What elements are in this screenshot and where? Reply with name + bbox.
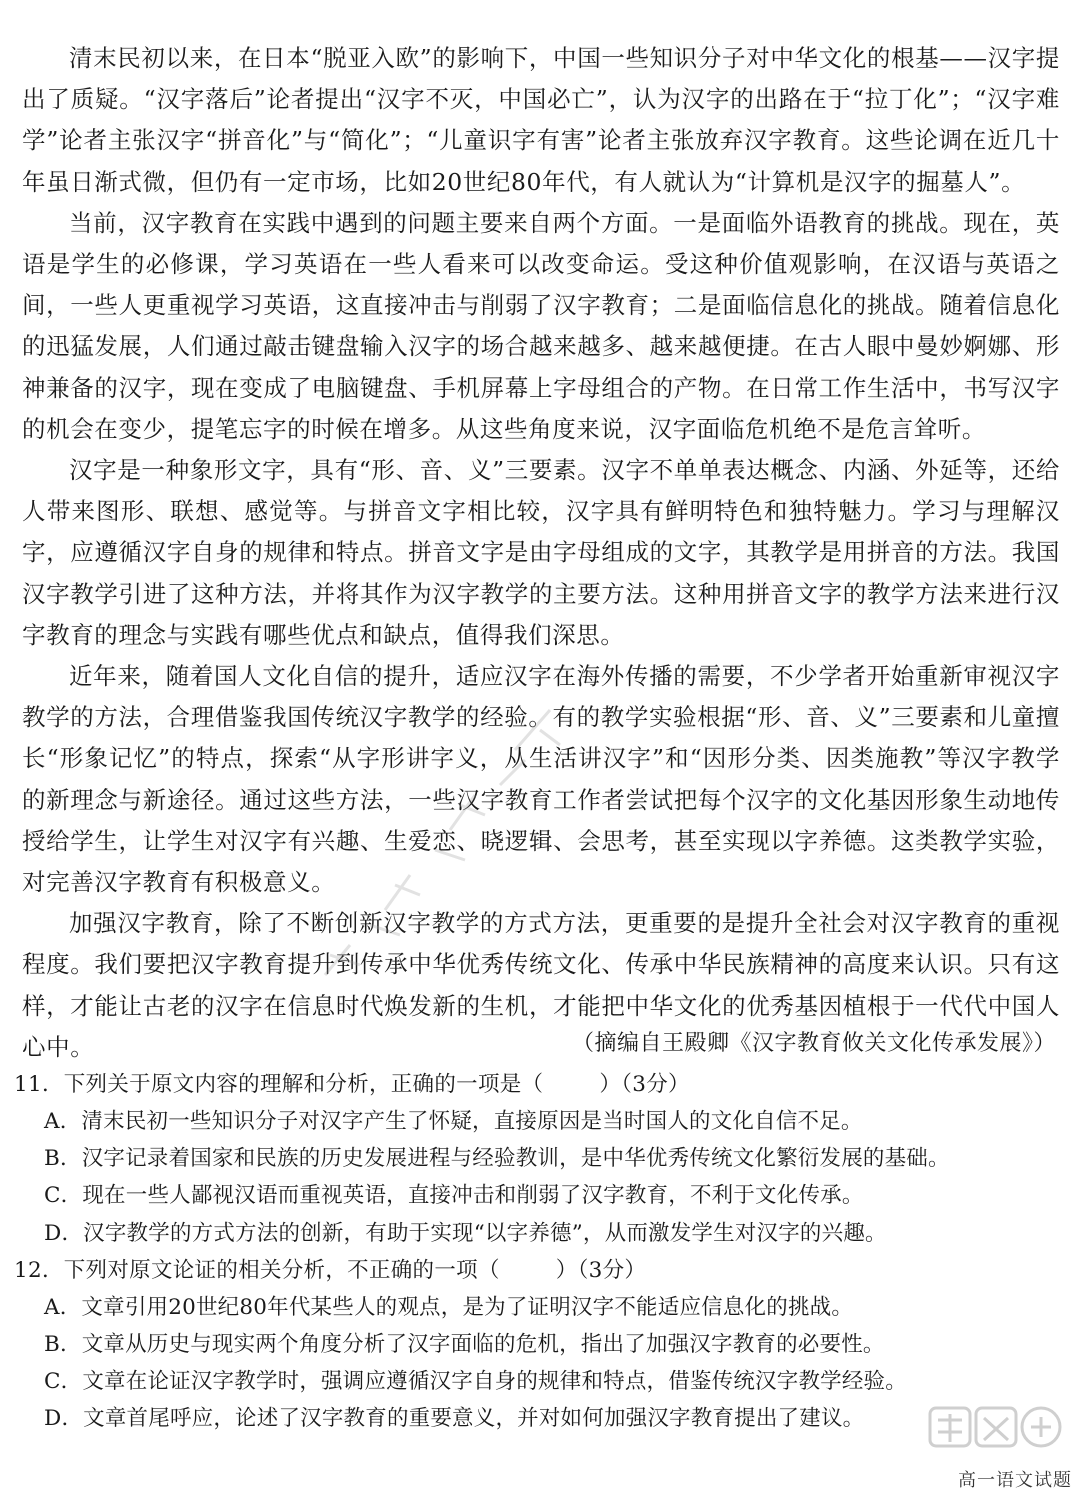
question-stem-text: 12．下列对原文论证的相关分析，不正确的一项（: [14, 1257, 500, 1283]
answer-site-stamp-icon: [926, 1402, 1066, 1466]
option-a: A．文章引用20世纪80年代某些人的观点，是为了证明汉字不能适应信息化的挑战。: [44, 1294, 854, 1320]
footer-tag: 高一语文试题: [958, 1470, 1072, 1491]
article-paragraph: 加强汉字教育，除了不断创新汉字教学的方式方法，更重要的是提升全社会对汉字教育的重视程度。我们要把汉字教育提升到传承中华优秀传统文化、传承中华民族精神的高度来认识。只有这样，才能让古老的汉字在信息时代焕发新的生机，才能把中华文化的优秀基因植根于一代代中国人心中。: [22, 909, 1060, 1061]
option-c: C．文章在论证汉字教学时，强调应遵循汉字自身的规律和特点，借鉴传统汉字教学经验。: [44, 1369, 907, 1395]
question-score: ）（3分）: [555, 1257, 647, 1283]
option-a: A．清末民初一些知识分子对汉字产生了怀疑，直接原因是当时国人的文化自信不足。: [44, 1109, 863, 1134]
article-paragraph: 近年来，随着国人文化自信的提升，适应汉字在海外传播的需要，不少学者开始重新审视汉字教学的方法，合理借鉴我国传统汉字教学的经验。有的教学实验根据“形、音、义”三要素和儿童擅长“形象记忆”的特点，探索“从字形讲字义，从生活讲汉字”和“因形分类、因类施教”等汉字教学的新理念与新途径。通过这些方法，一些汉字教育工作者尝试把每个汉字的文化基因形象生动地传授给学生，让学生对汉字有兴趣、生爱恋、晓逻辑、会思考，甚至实现以字养德。这类教学实验，对完善汉字教育有积极意义。: [22, 662, 1060, 897]
question-stem: [14, 1252, 1064, 1289]
question-list: [14, 1066, 1064, 1438]
question-score: ）（3分）: [599, 1072, 690, 1097]
option-b: B．文章从历史与现实两个角度分析了汉字面临的危机，指出了加强汉字教育的必要性。: [44, 1332, 885, 1358]
option-d: D．汉字教学的方式方法的创新，有助于实现“以字养德”，从而激发学生对汉字的兴趣。: [44, 1220, 887, 1246]
article-paragraph: 汉字是一种象形文字，具有“形、音、义”三要素。汉字不单单表达概念、内涵、外延等，还给人带来图形、联想、感觉等。与拼音文字相比较，汉字具有鲜明特色和独特魅力。学习与理解汉字，应遵循汉字自身的规律和特点。拼音文字是由字母组成的文字，其教学是用拼音的方法。我国汉字教学引进了这种方法，并将其作为汉字教学的主要方法。这种用拼音文字的教学方法来进行汉字教育的理念与实践有哪些优点和缺点，值得我们深思。: [22, 456, 1060, 649]
question-stem-text: 11．下列关于原文内容的理解和分析，正确的一项是（: [14, 1072, 544, 1097]
question-stem: [14, 1066, 1064, 1103]
question-12: [14, 1252, 1064, 1438]
article-body: [22, 38, 1060, 1068]
option-b: B．汉字记录着国家和民族的历史发展进程与经验教训，是中华优秀传统文化繁衍发展的基础。: [44, 1146, 950, 1172]
option-d: D．文章首尾呼应，论述了汉字教育的重要意义，并对如何加强汉字教育提出了建议。: [44, 1406, 865, 1432]
question-11: [14, 1066, 1064, 1252]
article-paragraph: 当前，汉字教育在实践中遇到的问题主要来自两个方面。一是面临外语教育的挑战。现在，英语是学生的必修课，学习英语在一些人看来可以改变命运。受这种价值观影响，在汉语与英语之间，一些人更重视学习英语，这直接冲击与削弱了汉字教育；二是面临信息化的挑战。随着信息化的迅猛发展，人们通过敲击键盘输入汉字的场合越来越多、越来越便捷。在古人眼中曼妙婀娜、形神兼备的汉字，现在变成了电脑键盘、手机屏幕上字母组合的产物。在日常工作生活中，书写汉字的机会在变少，提笔忘字的时候在增多。从这些角度来说，汉字面临危机绝不是危言耸听。: [22, 208, 1060, 443]
article-paragraph: 清末民初以来，在日本“脱亚入欧”的影响下，中国一些知识分子对中华文化的根基——汉字提出了质疑。“汉字落后”论者提出“汉字不灭，中国必亡”，认为汉字的出路在于“拉丁化”；“汉字难学”论者主张汉字“拼音化”与“简化”；“儿童识字有害”论者主张放弃汉字教育。这些论调在近几十年虽日渐式微，但仍有一定市场，比如20世纪80年代，有人就认为“计算机是汉字的掘墓人”。: [22, 44, 1060, 196]
article-source: （摘编自王殿卿《汉字教育攸关文化传承发展》）: [571, 1031, 1056, 1056]
option-c: C．现在一些人鄙视汉语而重视英语，直接冲击和削弱了汉字教育，不利于文化传承。: [44, 1183, 864, 1209]
